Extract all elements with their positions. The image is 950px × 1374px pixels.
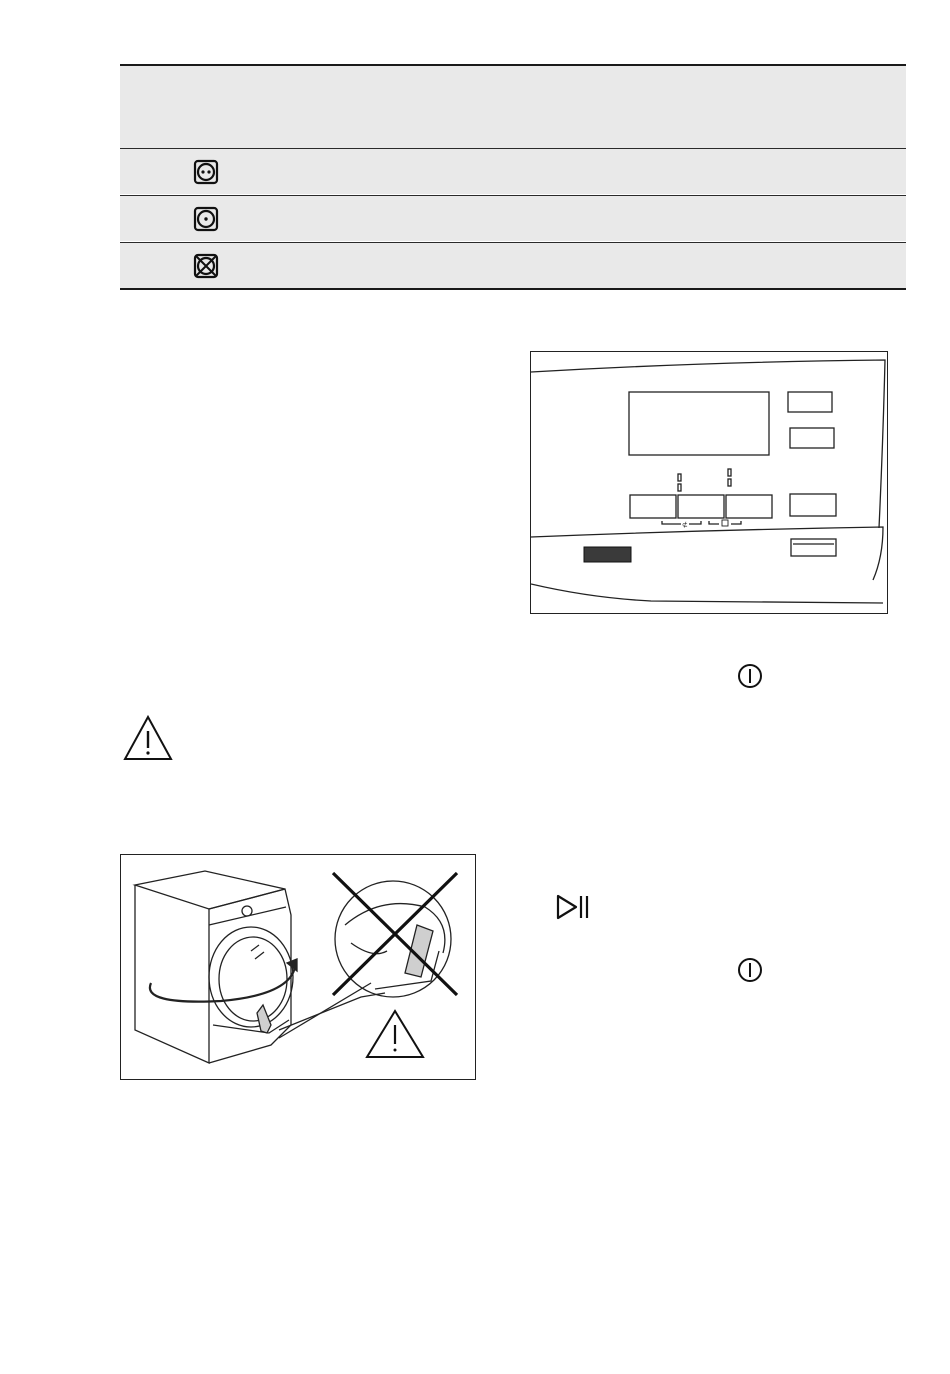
on-off-icon xyxy=(737,663,763,689)
table-row xyxy=(120,195,906,241)
table-header xyxy=(120,64,906,148)
control-panel-illustration xyxy=(530,351,888,614)
svg-text:⊄: ⊄ xyxy=(682,521,688,529)
tumble-dry-low-heat-icon xyxy=(193,206,219,232)
dryer-drawing xyxy=(121,855,475,1079)
table-bottom-rule xyxy=(120,288,906,290)
start-pause-icon xyxy=(555,893,591,921)
table-row xyxy=(120,148,906,194)
on-off-icon xyxy=(737,957,763,983)
table-row xyxy=(120,242,906,288)
control-panel-drawing xyxy=(531,352,887,613)
warning-triangle-icon xyxy=(122,714,174,762)
dryer-door-warning-illustration xyxy=(120,854,476,1080)
tumble-dry-normal-heat-icon xyxy=(193,159,219,185)
do-not-tumble-dry-icon xyxy=(193,253,219,279)
